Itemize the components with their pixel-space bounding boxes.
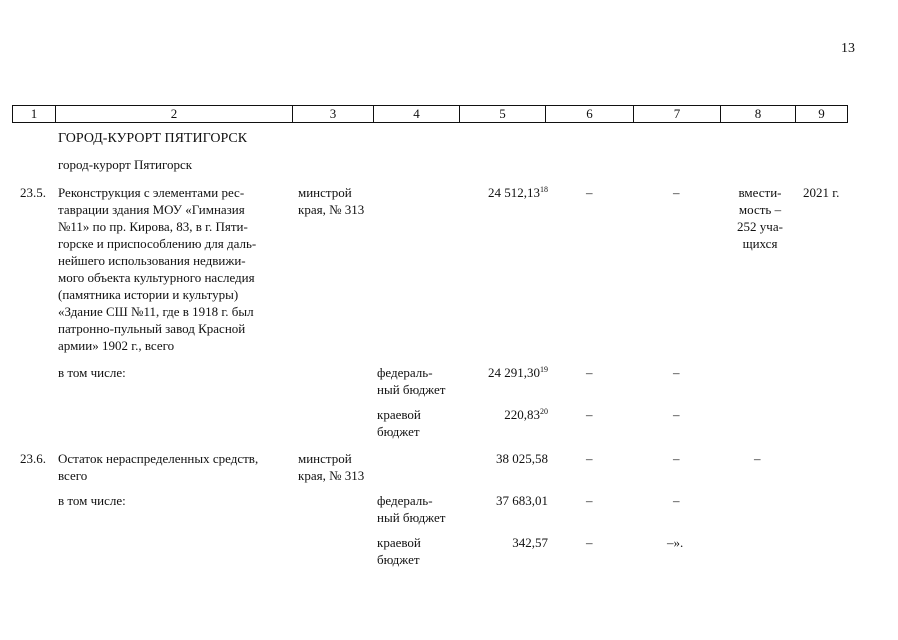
text-line: «Здание СШ №11, где в 1918 г. был — [58, 304, 254, 319]
text-line: минстрой — [298, 185, 352, 200]
amount: 24 291,30$^{19}$ — [488, 365, 548, 380]
row-number: 23.6. — [20, 451, 46, 466]
budget-source — [377, 364, 445, 398]
text-line: бюджет — [377, 424, 420, 439]
col7-value: – — [673, 451, 680, 466]
city-heading-upper: ГОРОД-КУРОРТ ПЯТИГОРСК — [58, 131, 248, 146]
amount: 342,57 — [512, 535, 548, 550]
col6-value: – — [586, 407, 593, 422]
text-line: мого объекта культурного наследия — [58, 270, 255, 285]
col6-value: – — [586, 451, 593, 466]
budget-source — [377, 492, 445, 526]
text-line: щихся — [742, 236, 778, 251]
column-header: 5 — [460, 106, 546, 123]
col6-value: – — [586, 535, 593, 550]
object-name — [58, 450, 293, 484]
amount: 220,83$^{20}$ — [504, 407, 548, 422]
budget-source — [377, 406, 421, 440]
column-header: 7 — [634, 106, 721, 123]
text-line: таврации здания МОУ «Гимназия — [58, 202, 245, 217]
text-line: федераль- — [377, 493, 433, 508]
text-line: всего — [58, 468, 88, 483]
budget-source — [377, 534, 421, 568]
col8-value: – — [754, 451, 761, 466]
footnote-ref: 19 — [540, 365, 548, 374]
amount: 38 025,58 — [496, 451, 548, 466]
customer — [298, 184, 364, 218]
page-number: 13 — [841, 41, 855, 56]
col7-value: – — [673, 365, 680, 380]
col7-value: –». — [667, 535, 684, 550]
column-header: 2 — [56, 106, 293, 123]
amount: 37 683,01 — [496, 493, 548, 508]
amount: 24 512,13$^{18}$ — [488, 185, 548, 200]
column-header: 6 — [546, 106, 634, 123]
footnote-ref: 18 — [540, 185, 548, 194]
city-heading-lower: город-курорт Пятигорск — [58, 157, 193, 172]
text-line: нейшего использования недвижи- — [58, 253, 246, 268]
year: 2021 г. — [803, 185, 840, 200]
col7-value: – — [673, 493, 680, 508]
text-line: Остаток нераспределенных средств, — [58, 451, 259, 466]
text-line: ный бюджет — [377, 510, 446, 525]
including-label: в том числе: — [58, 365, 126, 380]
column-header: 9 — [796, 106, 848, 123]
capacity — [725, 184, 795, 252]
text-line: краевой — [377, 407, 421, 422]
col6-value: – — [586, 185, 593, 200]
text-line: бюджет — [377, 552, 420, 567]
customer — [298, 450, 364, 484]
text-line: ный бюджет — [377, 382, 446, 397]
text-line: (памятника истории и культуры) — [58, 287, 239, 302]
including-label: в том числе: — [58, 493, 126, 508]
text-line: Реконструкция с элементами рес- — [58, 185, 245, 200]
column-header: 3 — [293, 106, 374, 123]
footnote-ref: 20 — [540, 407, 548, 416]
col6-value: – — [586, 365, 593, 380]
text-line: федераль- — [377, 365, 433, 380]
row-number: 23.5. — [20, 185, 46, 200]
text-line: 252 уча- — [737, 219, 783, 234]
text-line: патронно-пульный завод Красной — [58, 321, 246, 336]
text-line: вмести- — [738, 185, 782, 200]
col7-value: – — [673, 407, 680, 422]
text-line: №11» по пр. Кирова, 83, в г. Пяти- — [58, 219, 248, 234]
text-line: края, № 313 — [298, 468, 365, 483]
col6-value: – — [586, 493, 593, 508]
column-header-row — [12, 105, 848, 123]
column-header: 4 — [374, 106, 460, 123]
column-header: 8 — [721, 106, 796, 123]
col7-value: – — [673, 185, 680, 200]
column-header: 1 — [13, 106, 56, 123]
text-line: минстрой — [298, 451, 352, 466]
text-line: краевой — [377, 535, 421, 550]
text-line: мость – — [738, 202, 782, 217]
text-line: края, № 313 — [298, 202, 365, 217]
text-line: горске и приспособлению для даль- — [58, 236, 257, 251]
object-name — [58, 184, 291, 354]
text-line: армии» 1902 г., всего — [58, 338, 175, 353]
